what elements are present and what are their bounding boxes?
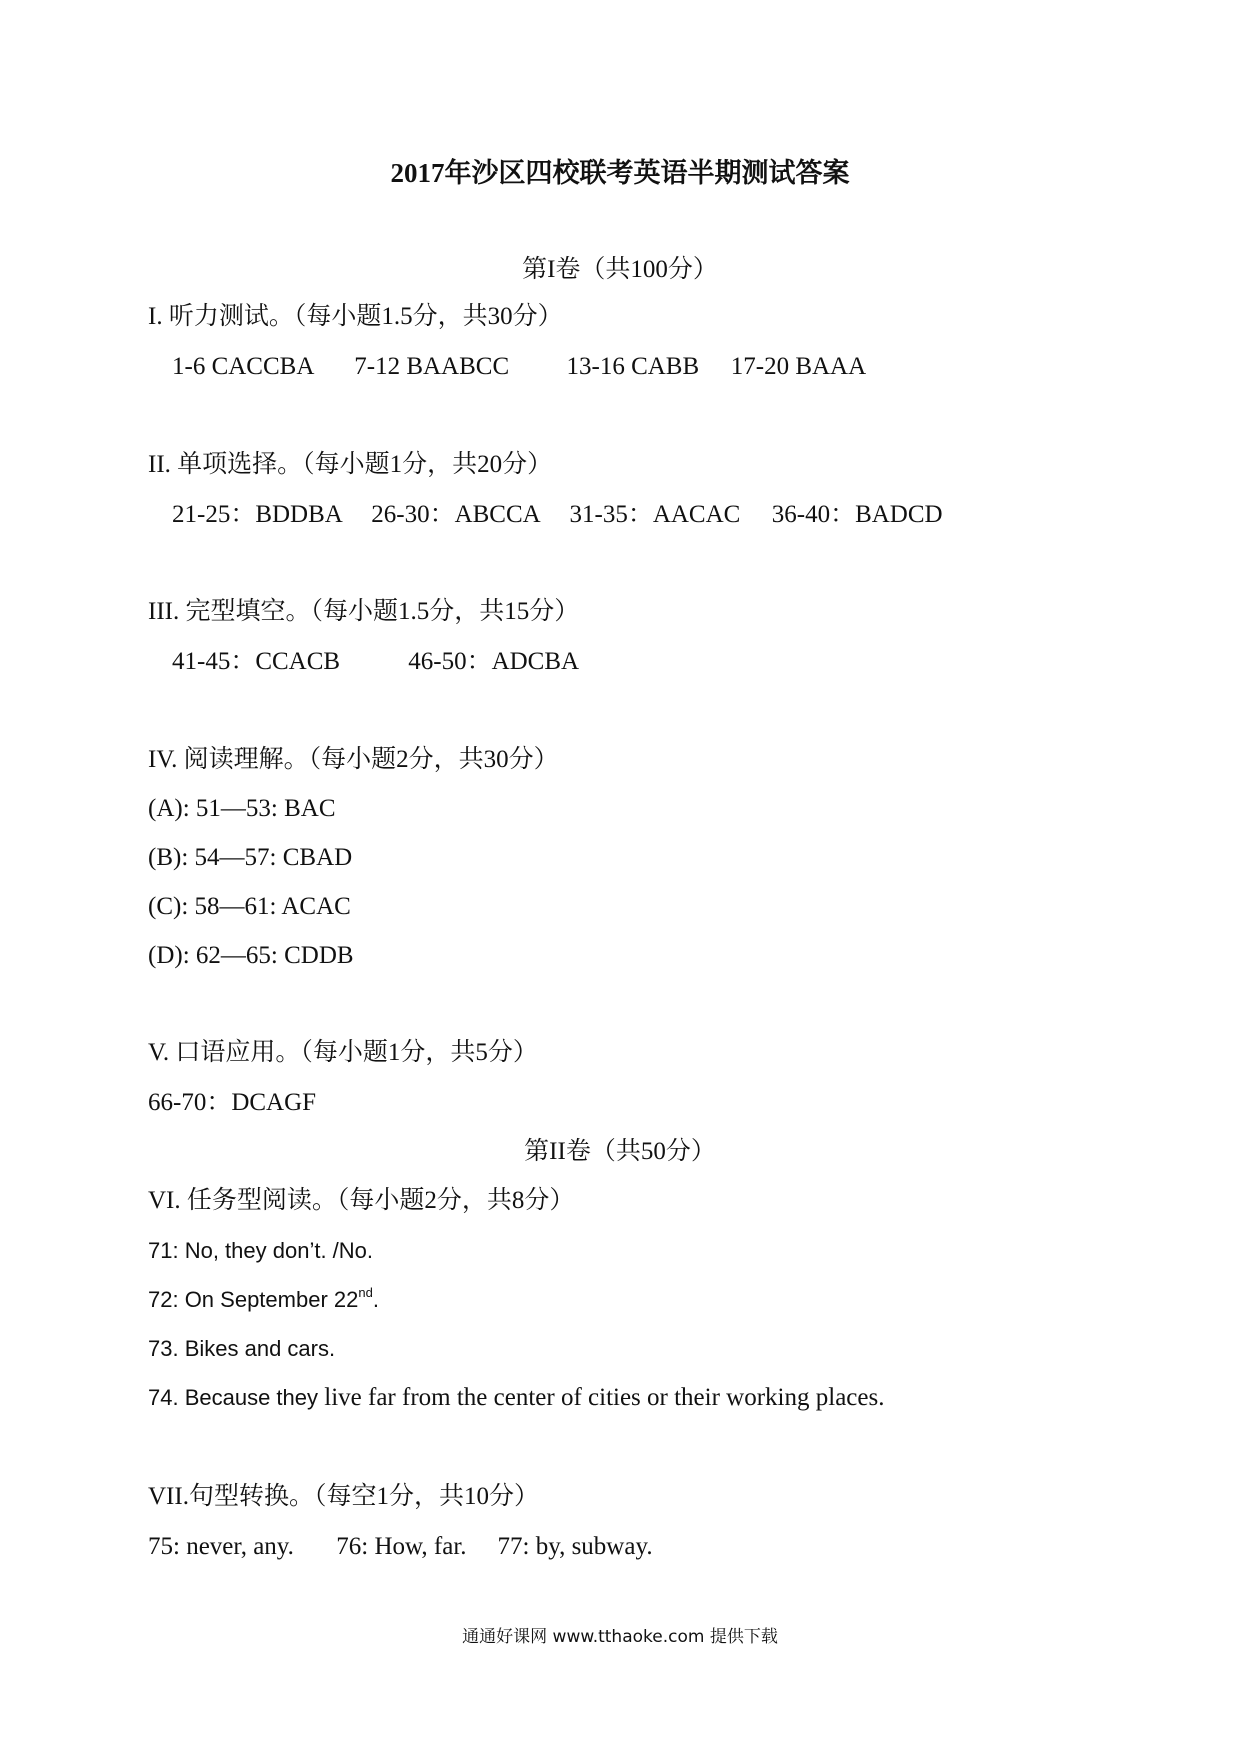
answer-group: 76: How, far. [336, 1533, 467, 1560]
answer-group: 7-12 BAABCC [354, 353, 510, 380]
answer-group: 21-25：BDDBA [172, 501, 343, 528]
reading-answer-a: (A): 51—53: BAC [148, 795, 336, 822]
answer-group: 77: by, subway. [497, 1533, 653, 1560]
answer-group: 17-20 BAAA [730, 353, 867, 380]
section5-heading: V. 口语应用。（每小题1分，共5分） [148, 1039, 538, 1066]
section7-heading: VII.句型转换。（每空1分，共10分） [148, 1483, 539, 1510]
answer-72-text: 72: On September 22 [148, 1287, 359, 1312]
answer-group: 75: never, any. [148, 1533, 294, 1560]
answer-group: 13-16 CABB [566, 353, 700, 380]
page-title: 2017年沙区四校联考英语半期测试答案 [390, 158, 850, 188]
answer-group: 46-50：ADCBA [408, 648, 580, 675]
reading-answer-c: (C): 58—61: ACAC [148, 893, 351, 920]
part1-heading: 第I卷（共100分） [522, 256, 718, 283]
answer-group: 41-45：CCACB [172, 648, 341, 675]
part2-heading: 第II卷（共50分） [524, 1138, 716, 1165]
section1-answers [172, 352, 866, 382]
answer-72 [148, 1285, 379, 1315]
section3-heading: III. 完型填空。（每小题1.5分，共15分） [148, 598, 580, 625]
answer-71: 71: No, they don’t. /No. [148, 1238, 374, 1263]
answer-group: 36-40：BADCD [771, 501, 943, 528]
answer-72-end: . [372, 1287, 379, 1312]
reading-answer-d: (D): 62—65: CDDB [148, 942, 354, 969]
section7-answers [148, 1532, 653, 1562]
section3-answers [172, 647, 579, 677]
answer-73: 73. Bikes and cars. [148, 1336, 336, 1361]
answer-group: 26-30：ABCCA [371, 501, 541, 528]
reading-answer-b: (B): 54—57: CBAD [148, 844, 353, 871]
answer-74-prefix: 74. Because they [148, 1385, 319, 1410]
section2-answers [172, 500, 943, 530]
answer-group: 31-35：AACAC [569, 501, 741, 528]
section6-heading: VI. 任务型阅读。（每小题2分，共8分） [148, 1187, 575, 1214]
answer-74-rest: live far from the center of cities or their working places. [318, 1384, 885, 1411]
section5-answers: 66-70：DCAGF [148, 1089, 317, 1116]
section1-heading: I. 听力测试。（每小题1.5分，共30分） [148, 303, 563, 330]
answer-group: 1-6 CACCBA [172, 353, 315, 380]
answer-74 [148, 1383, 884, 1413]
answer-72-ordinal: nd [358, 1284, 373, 1300]
section2-heading: II. 单项选择。（每小题1分，共20分） [148, 451, 553, 478]
section4-heading: IV. 阅读理解。（每小题2分，共30分） [148, 746, 559, 773]
footer-credit: 通通好课网 www.tthaoke.com 提供下载 [462, 1627, 778, 1647]
